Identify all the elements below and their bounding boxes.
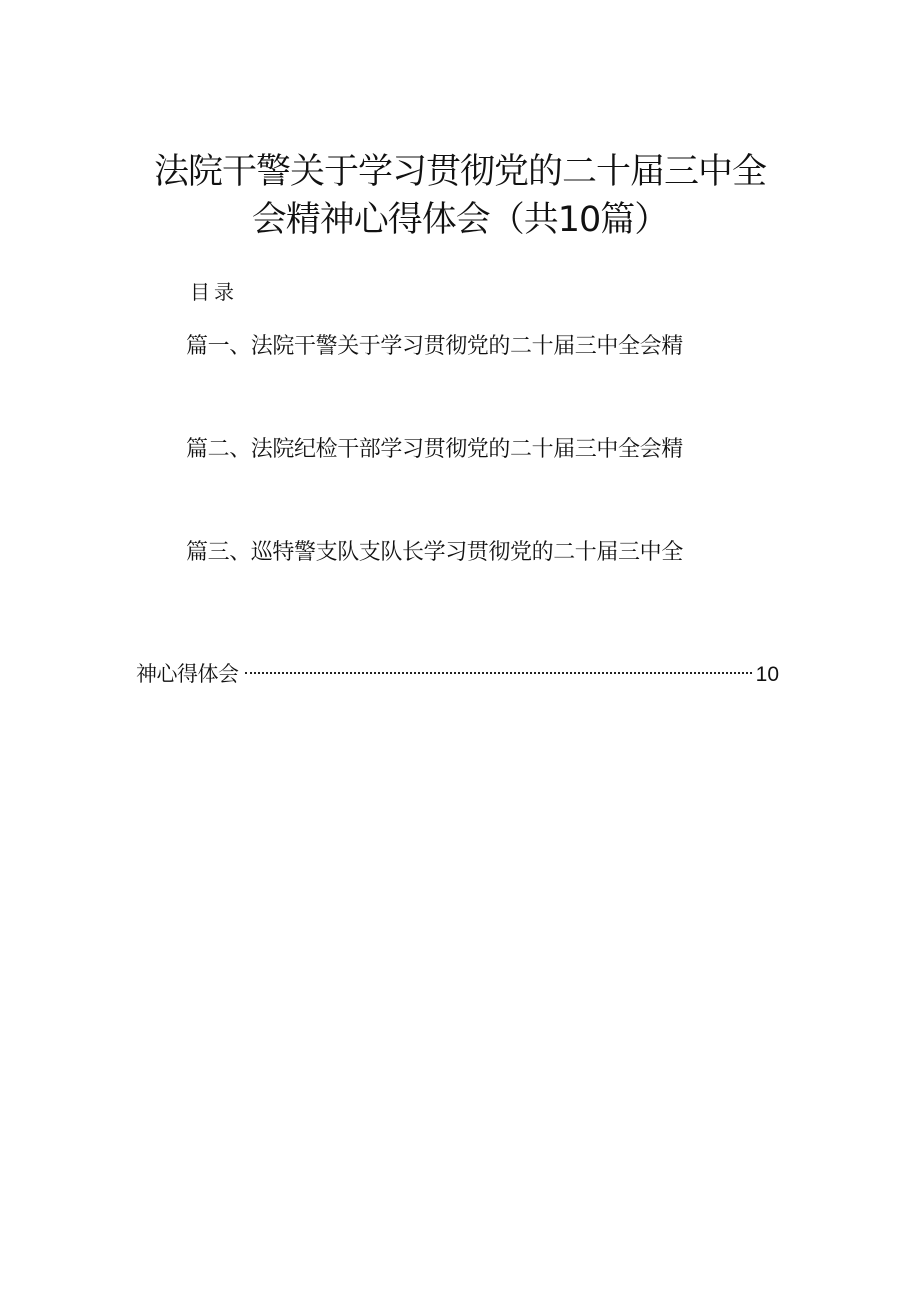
toc-continuation-text: 神心得体会 [136,662,239,686]
toc-entry-continuation[interactable] [136,651,779,686]
toc-page-number: 10 [755,663,779,686]
document-title-line-1: 法院干警关于学习贯彻党的二十届三中全 [153,152,766,192]
toc-leader-dots [245,651,752,681]
document-title-line-2: 会精神心得体会（共10篇） [251,200,669,240]
toc-entry[interactable]: 篇一、法院干警关于学习贯彻党的二十届三中全会精 [186,334,683,359]
toc-entry[interactable]: 篇二、法院纪检干部学习贯彻党的二十届三中全会精 [186,437,683,462]
toc-heading: 目录 [190,280,238,304]
toc-entry[interactable]: 篇三、巡特警支队支队长学习贯彻党的二十届三中全 [186,540,683,565]
